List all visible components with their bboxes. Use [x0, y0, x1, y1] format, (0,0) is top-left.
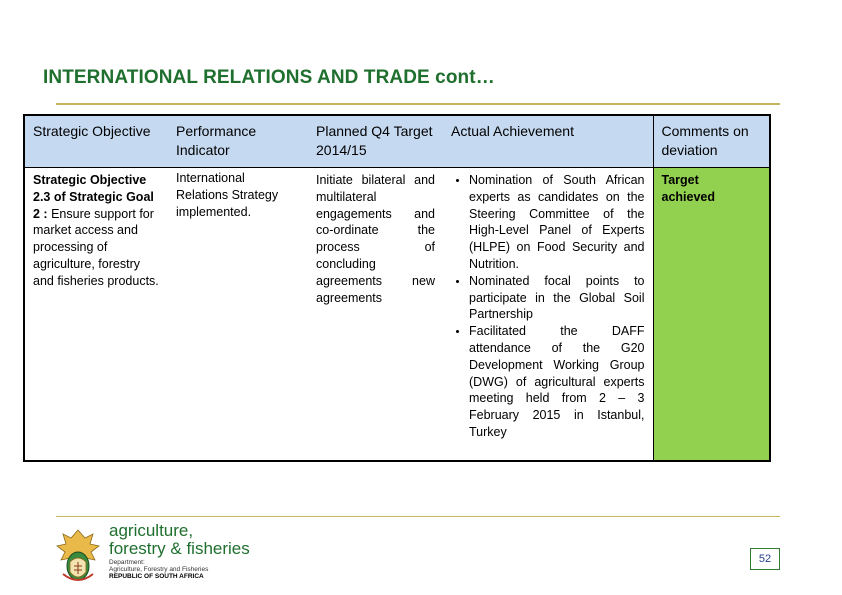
comment-line: Target — [661, 173, 699, 187]
department-caption — [109, 559, 208, 581]
objective-bold-text: Strategic Objective 2.3 of Strategic Goal 2 : — [33, 173, 154, 221]
list-item: • Nominated focal points to participate in the Global Soil Partnership — [469, 273, 645, 323]
logo-line: agriculture, — [109, 521, 194, 540]
table-header-row — [24, 115, 770, 168]
table-row — [24, 168, 770, 462]
page-title: INTERNATIONAL RELATIONS AND TRADE cont… — [43, 67, 495, 88]
footer-divider — [56, 516, 780, 517]
achievement-cell — [443, 168, 653, 462]
achievement-list — [451, 172, 645, 441]
header-comments: Comments on deviation — [653, 115, 770, 168]
list-item: • Facilitated the DAFF attendance of the G20 Development Working Group (DWG) of agricultural experts meeting held from 2 – 3 February 2015 in Istanbul, Turkey — [469, 323, 645, 441]
comment-cell — [653, 168, 770, 462]
objective-text: Ensure support for market access and processing of agriculture, forestry and fisheries products. — [33, 206, 159, 288]
list-item: • Nomination of South African experts as candidates on the Steering Committee of the High-Level Panel of Experts (HLPE) on Food Security and Nutrition. — [469, 172, 645, 273]
title-divider — [56, 103, 780, 105]
logo-wordmark — [109, 522, 250, 558]
header-objective: Strategic Objective — [24, 115, 168, 168]
header-indicator: Performance Indicator — [168, 115, 308, 168]
header-achievement: Actual Achievement — [443, 115, 653, 168]
header-target: Planned Q4 Target 2014/15 — [308, 115, 443, 168]
dept-line: REPUBLIC OF SOUTH AFRICA — [109, 573, 204, 581]
dept-line: Department: — [109, 559, 145, 566]
coat-of-arms-icon — [55, 528, 101, 584]
performance-table — [23, 114, 771, 462]
indicator-cell: International Relations Strategy implemented. — [176, 171, 279, 219]
target-cell: Initiate bilateral and multilateral engagements and co-ordinate the process of concluding agreements new agreements — [316, 173, 435, 305]
dept-line: Agriculture, Forestry and Fisheries — [109, 566, 209, 574]
objective-cell — [24, 168, 168, 462]
page-number: 52 — [750, 548, 780, 570]
comment-line: achieved — [661, 189, 716, 204]
logo-line: forestry & fisheries — [109, 539, 250, 558]
department-logo — [55, 521, 255, 586]
